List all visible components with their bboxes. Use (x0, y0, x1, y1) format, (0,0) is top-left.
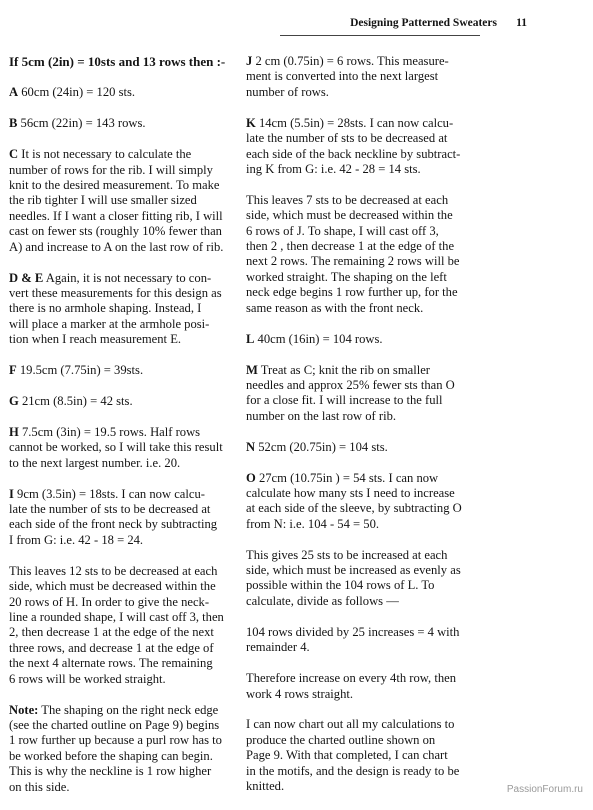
paragraph-text: 40cm (16in) = 104 rows. (254, 331, 383, 346)
paragraph (9, 394, 239, 409)
paragraph-lead: G (9, 394, 19, 408)
paragraph-text: 2 cm (0.75in) = 6 rows. This measure- ment is converted into the next largest number of rows. (246, 54, 449, 99)
paragraph-text: 52cm (20.75in) = 104 sts. (255, 439, 388, 454)
paragraph-lead: D & E (9, 270, 44, 285)
paragraph-text: Treat as C; knit the rib on smaller needles and approx 25% fewer sts than O for a close fit. I will increase to the full number on the last row of rib. (246, 362, 455, 423)
paragraph-text: It is not necessary to calculate the number of rows for the rib. I will simply knit to the desired measurement. To make the rib tighter I will use smaller sized needles. If I want a closer fitting rib, I will cast on fewer sts (roughly 10% fewer than A) and increase to A on the last row of rib. (9, 147, 224, 254)
left-paragraphs (9, 85, 239, 795)
paragraph-text: Again, it is not necessary to con- vert these measurements for this design as there is no armhole shaping. Instead, I will place a marker at the armhole posi- tion when I reach measurement E. (9, 270, 222, 347)
paragraph (9, 363, 239, 378)
paragraph-lead: A (9, 85, 19, 100)
paragraph (9, 487, 239, 549)
paragraph (9, 116, 239, 131)
paragraph (246, 471, 468, 533)
right-column (246, 54, 468, 810)
paragraph (246, 440, 468, 455)
running-title: Designing Patterned Sweaters (350, 17, 497, 29)
paragraph (9, 271, 239, 348)
paragraph-text: 60cm (24in) = 120 sts. (18, 85, 136, 100)
header-rule (280, 35, 480, 36)
paragraph (9, 703, 239, 795)
paragraph (246, 548, 468, 610)
paragraph-text: This leaves 12 sts to be decreased at each side, which must be decreased within the 20 rows of H. In order to give the neck- line a rounded shape, I will cast off 3, then 2, then decrease 1 at the edge of the next three rows, and decrease 1 at the edge of the next 4 alternate rows. The remaining 6 rows will be worked straight. (9, 563, 224, 686)
paragraph (246, 717, 468, 794)
paragraph (246, 332, 468, 347)
section-heading: If 5cm (2in) = 10sts and 13 rows then :- (9, 54, 226, 69)
paragraph (9, 85, 239, 100)
paragraph (9, 147, 239, 255)
paragraph (246, 625, 468, 656)
paragraph (9, 425, 239, 471)
paragraph (9, 564, 239, 687)
paragraph-lead: B (9, 116, 18, 131)
paragraph-lead: H (9, 424, 19, 439)
paragraph-lead: J (246, 54, 253, 68)
paragraph-text: 14cm (5.5in) = 28sts. I can now calcu- late the number of sts to be decreased at each side of the back neckline by subtract- ing K from G: i.e. 42 - 28 = 14 sts. (246, 115, 461, 176)
paragraph-text: 7.5cm (3in) = 19.5 rows. Half rows cannot be worked, so I will take this result to the next largest number. i.e. 20. (9, 424, 223, 470)
page-number: 11 (516, 17, 527, 29)
paragraph-text: 56cm (22in) = 143 rows. (17, 116, 146, 131)
paragraph-lead: L (246, 331, 255, 346)
paragraph-lead: N (246, 439, 256, 454)
paragraph (246, 116, 468, 178)
page-header (0, 17, 593, 37)
left-column (9, 54, 239, 810)
paragraph-text: 104 rows divided by 25 increases = 4 with remainder 4. (246, 624, 460, 655)
paragraph-text: 21cm (8.5in) = 42 sts. (18, 394, 133, 408)
paragraph-lead: K (246, 115, 256, 130)
paragraph (246, 54, 468, 100)
paragraph-text: This gives 25 sts to be increased at each side, which must be increased as evenly as possible within the 104 rows of L. To calculate, divide as follows — (246, 547, 461, 608)
paragraph-text: I can now chart out all my calculations to produce the charted outline shown on Page 9. With that completed, I can chart in the motifs, and the design is ready to be knitted. (246, 717, 460, 794)
paragraph-text: Therefore increase on every 4th row, then work 4 rows straight. (246, 671, 457, 701)
paragraph-lead: O (246, 470, 256, 485)
paragraph (246, 671, 468, 702)
paragraph-text: 19.5cm (7.75in) = 39sts. (16, 363, 144, 378)
paragraph-lead: I (9, 486, 14, 501)
paragraph (246, 363, 468, 425)
paragraph-lead: Note: (9, 702, 39, 717)
paragraph-lead: F (9, 363, 17, 378)
paragraph (246, 193, 468, 316)
paragraph-text: The shaping on the right neck edge (see the charted outline on Page 9) begins 1 row further up because a purl row has to be worked before the shaping can begin. This is why the neckline is 1 row higher on this side. (9, 702, 222, 794)
paragraph-lead: M (246, 362, 258, 377)
watermark: PassionForum.ru (506, 784, 583, 795)
paragraph-text: 27cm (10.75in ) = 54 sts. I can now calculate how many sts I need to increase at each side of the sleeve, by subtracting O from N: i.e. 104 - 54 = 50. (246, 470, 462, 531)
right-paragraphs (246, 54, 468, 794)
paragraph-lead: C (9, 147, 19, 162)
paragraph-text: This leaves 7 sts to be decreased at each side, which must be decreased within the 6 rows of J. To shape, I will cast off 3, then 2 , then decrease 1 at the edge of the next 2 rows. The remaining 2 rows will be worked straight. The shaping on the left neck edge begins 1 row further up, for the same reason as with the front neck. (246, 192, 460, 315)
paragraph-text: 9cm (3.5in) = 18sts. I can now calcu- late the number of sts to be decreased at each side of the front neck by subtracting I from G: i.e. 42 - 18 = 24. (9, 486, 218, 547)
